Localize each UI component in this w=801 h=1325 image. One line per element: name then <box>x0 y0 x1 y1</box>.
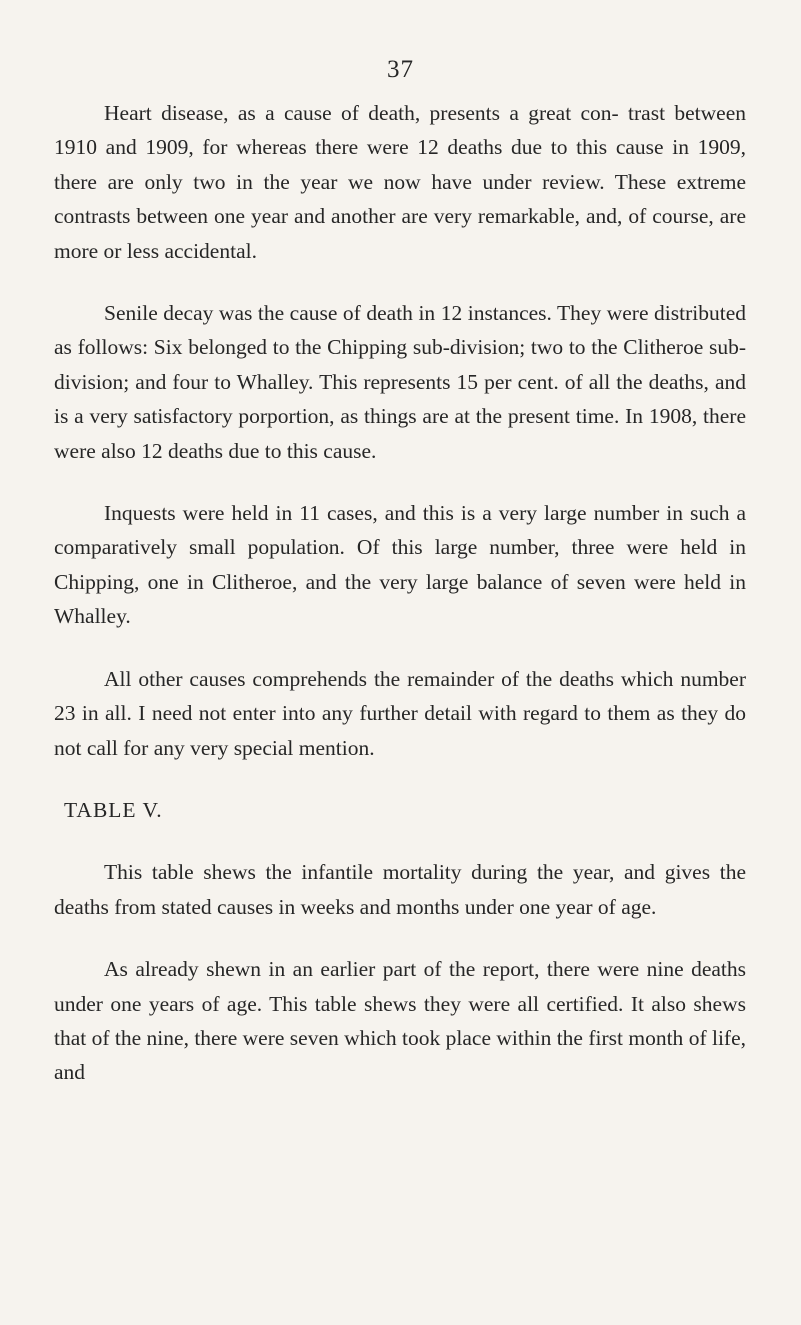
paragraph-other-causes: All other causes comprehends the remainder of the deaths which number 23 in all. I need not enter into any further detail with regard to them as they do not call for any very special mention. <box>54 666 746 760</box>
paragraph-inquests: Inquests were held in 11 cases, and this is a very large number in such a comparatively small population. Of this large number, three were held in Chipping, one in Clitheroe, and the very large balance of seven were held in Whalley. <box>54 501 746 629</box>
section-heading-table-v: TABLE V. <box>64 797 163 822</box>
paragraph-nine-deaths: As already shewn in an earlier part of the report, there were nine deaths under one years of age. This table shews they were all certified. It also shews that of the nine, there were seven which took place within the first month of life, and <box>54 957 746 1085</box>
paragraph-senile-decay: Senile decay was the cause of death in 12 instances. They were distributed as follows: Six belonged to the Chipping sub-division; two to the Clitheroe sub-division; and four to Whalley. This represents 15 per cent. of all the deaths, and is a very satisfactory porportion, as things are at the present time. In 1908, there were also 12 deaths due to this cause. <box>54 301 746 463</box>
body-text <box>54 96 746 1090</box>
paragraph-heart-disease: Heart disease, as a cause of death, presents a great con- trast between 1910 and 1909, for whereas there were 12 deaths due to this cause in 1909, there are only two in the year we now have under review. These extreme contrasts between one year and another are very remarkable, and, of course, are more or less accidental. <box>54 101 746 263</box>
page-number: 37 <box>387 56 414 83</box>
paragraph-table-description: This table shews the infantile mortality during the year, and gives the deaths from stated causes in weeks and months under one year of age. <box>54 860 746 919</box>
